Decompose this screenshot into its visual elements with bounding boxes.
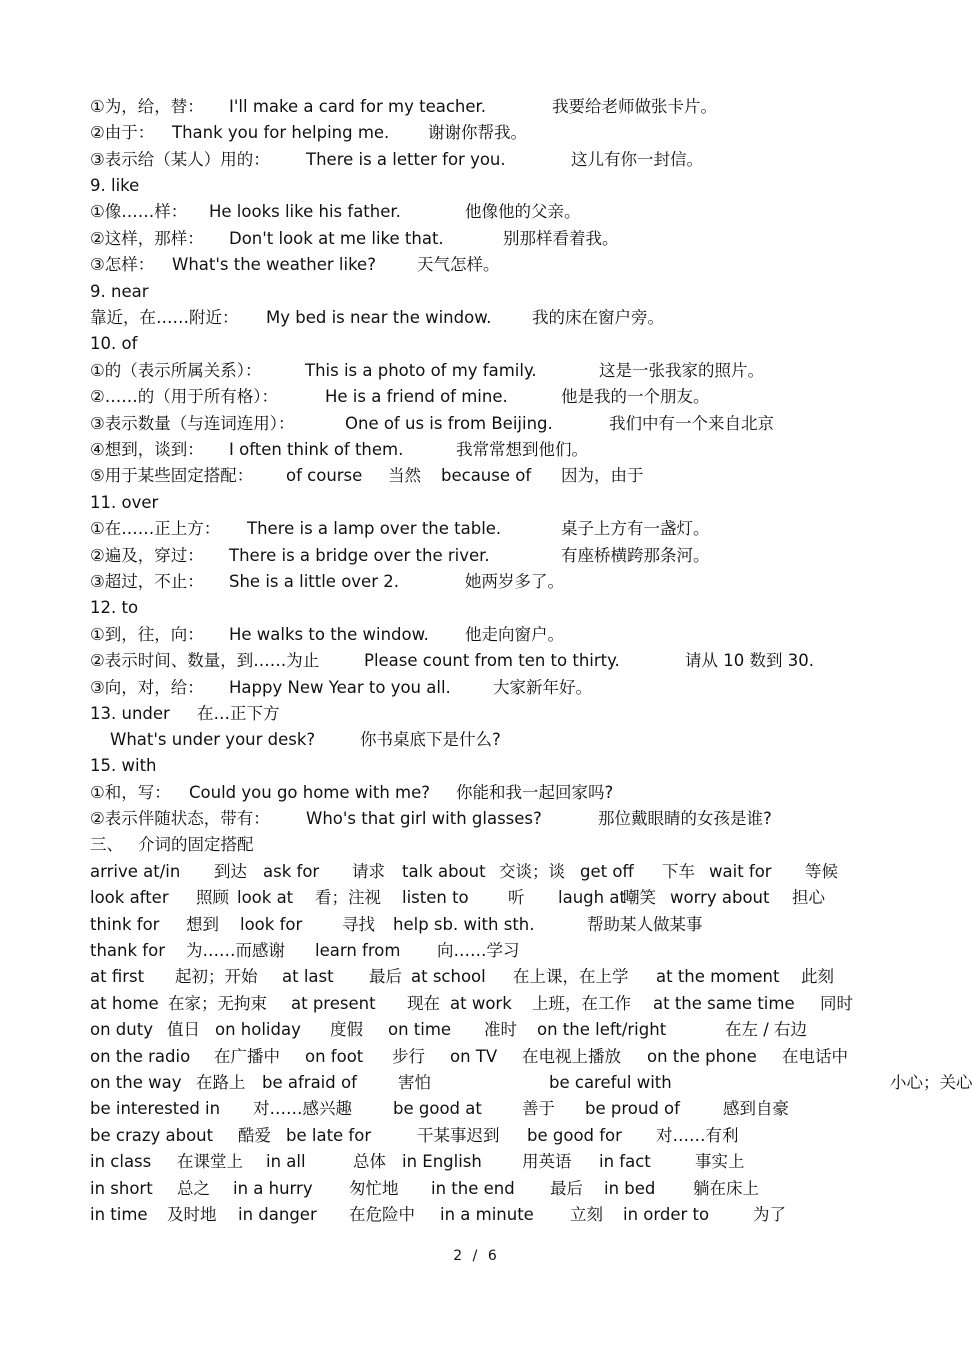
line-segment: 帮助某人做某事 — [587, 915, 703, 934]
line-segment: 因为，由于 — [561, 466, 644, 485]
line-segment: 我们中有一个来自北京 — [609, 414, 774, 433]
line-segment: 请从 10 数到 30. — [685, 651, 814, 670]
line-segment: ②表示时间、数量，到……为止 — [90, 651, 320, 670]
line-segment: 酷爱 — [238, 1126, 271, 1145]
line-segment: 你书桌底下是什么? — [360, 730, 501, 749]
line-segment: 当然 — [388, 466, 421, 485]
line-segment: 9. near — [90, 282, 149, 301]
line-segment: 我要给老师做张卡片。 — [552, 97, 717, 116]
line-segment: ④想到，谈到： — [90, 440, 204, 459]
line-segment: in fact — [599, 1152, 651, 1171]
line-segment: ③超过，不止： — [90, 572, 204, 591]
line-segment: of course — [286, 466, 363, 485]
line-segment: 总之 — [177, 1179, 210, 1198]
line-segment: at last — [282, 967, 334, 986]
line-segment: 交谈；谈 — [499, 862, 565, 881]
line-segment: 匆忙地 — [349, 1179, 399, 1198]
line-segment: He walks to the window. — [229, 625, 429, 644]
line-segment: 对……有利 — [656, 1126, 739, 1145]
line-segment: 15. with — [90, 756, 157, 775]
line-segment: One of us is from Beijing. — [345, 414, 553, 433]
line-segment: 在路上 — [196, 1073, 246, 1092]
line-segment: 现在 — [407, 994, 440, 1013]
line-segment: 这儿有你一封信。 — [571, 150, 703, 169]
line-segment: 他走向窗户。 — [465, 625, 564, 644]
line-segment: at school — [411, 967, 486, 986]
line-segment: at present — [291, 994, 376, 1013]
line-segment: 度假 — [330, 1020, 363, 1039]
line-segment: in short — [90, 1179, 153, 1198]
line-segment: I often think of them. — [229, 440, 404, 459]
line-segment: ask for — [263, 862, 320, 881]
line-segment: be late for — [286, 1126, 372, 1145]
line-segment: 13. under — [90, 704, 170, 723]
line-segment: 感到自豪 — [723, 1099, 789, 1118]
line-segment: ②由于： — [90, 123, 155, 142]
page-current: 2 — [453, 1248, 463, 1264]
line-segment: on the phone — [647, 1047, 757, 1066]
line-segment: ③怎样： — [90, 255, 155, 274]
line-segment: Thank you for helping me. — [172, 123, 390, 142]
line-segment: 介词的固定搭配 — [138, 835, 254, 854]
line-segment: ⑤用于某些固定搭配： — [90, 466, 254, 485]
line-segment: 看；注视 — [315, 888, 381, 907]
line-segment: on foot — [305, 1047, 364, 1066]
line-segment: 及时地 — [167, 1205, 217, 1224]
line-segment: be good for — [527, 1126, 622, 1145]
line-segment: in bed — [604, 1179, 656, 1198]
line-segment: look at — [237, 888, 294, 907]
line-segment: 照顾 — [196, 888, 229, 907]
line-segment: 别那样看着我。 — [503, 229, 619, 248]
line-segment: 9. like — [90, 176, 140, 195]
line-segment: on the left/right — [537, 1020, 667, 1039]
line-segment: 在…正下方 — [197, 704, 280, 723]
line-segment: in time — [90, 1205, 148, 1224]
line-segment: 桌子上方有一盏灯。 — [561, 519, 710, 538]
page-separator: / — [472, 1248, 478, 1264]
line-segment: 小心；关心 — [890, 1073, 973, 1092]
line-segment: worry about — [670, 888, 770, 907]
line-segment: ①在……正上方： — [90, 519, 221, 538]
line-segment: 到达 — [214, 862, 247, 881]
line-segment: in danger — [238, 1205, 317, 1224]
line-segment: 为……而感谢 — [186, 941, 285, 960]
line-segment: 在课堂上 — [177, 1152, 243, 1171]
line-segment: at the moment — [656, 967, 780, 986]
line-segment: 立刻 — [570, 1205, 603, 1224]
line-segment: ①的（表示所属关系）： — [90, 361, 262, 380]
line-segment: on duty — [90, 1020, 153, 1039]
line-segment: be proud of — [585, 1099, 680, 1118]
line-segment: in a minute — [440, 1205, 534, 1224]
line-segment: ①和，写： — [90, 783, 171, 802]
line-segment: look for — [240, 915, 303, 934]
line-segment: 她两岁多了。 — [465, 572, 564, 591]
line-segment: 此刻 — [801, 967, 834, 986]
line-segment: There is a letter for you. — [306, 150, 506, 169]
line-segment: What's the weather like? — [172, 255, 376, 274]
line-segment: in order to — [623, 1205, 710, 1224]
line-segment: 起初；开始 — [175, 967, 258, 986]
line-segment: ②表示伴随状态，带有： — [90, 809, 270, 828]
line-segment: 嘲笑 — [623, 888, 656, 907]
line-segment: Happy New Year to you all. — [229, 678, 451, 697]
line-segment: ①到，往，向： — [90, 625, 204, 644]
line-segment: Who's that girl with glasses? — [306, 809, 542, 828]
line-segment: on time — [388, 1020, 452, 1039]
line-segment: My bed is near the window. — [266, 308, 492, 327]
line-segment: on holiday — [215, 1020, 301, 1039]
line-segment: on the way — [90, 1073, 182, 1092]
line-segment: ②这样，那样： — [90, 229, 204, 248]
line-segment: be interested in — [90, 1099, 221, 1118]
line-segment: 他像他的父亲。 — [465, 202, 581, 221]
line-segment: be afraid of — [262, 1073, 357, 1092]
line-segment: thank for — [90, 941, 165, 960]
line-segment: Could you go home with me? — [189, 783, 431, 802]
line-segment: 谢谢你帮我。 — [428, 123, 527, 142]
line-segment: 请求 — [352, 862, 385, 881]
line-segment: 在电话中 — [782, 1047, 848, 1066]
line-segment: 靠近，在……附近： — [90, 308, 239, 327]
line-segment: 善于 — [522, 1099, 555, 1118]
line-segment: 寻找 — [342, 915, 375, 934]
line-segment: in the end — [431, 1179, 515, 1198]
line-segment: 向……学习 — [437, 941, 520, 960]
line-segment: 在左 / 右边 — [725, 1020, 808, 1039]
line-segment: because of — [441, 466, 532, 485]
line-segment: in class — [90, 1152, 152, 1171]
line-segment: 我常常想到他们。 — [456, 440, 588, 459]
line-segment: 事实上 — [695, 1152, 745, 1171]
line-segment: Please count from ten to thirty. — [364, 651, 620, 670]
line-segment: on TV — [450, 1047, 498, 1066]
line-segment: ①为，给，替： — [90, 97, 204, 116]
line-segment: 他是我的一个朋友。 — [561, 387, 710, 406]
line-segment: ②……的（用于所有格）： — [90, 387, 279, 406]
line-segment: ①像……样： — [90, 202, 188, 221]
line-segment: listen to — [402, 888, 469, 907]
line-segment: 准时 — [484, 1020, 517, 1039]
line-segment: 等候 — [805, 862, 838, 881]
line-segment: 最后 — [550, 1179, 583, 1198]
page-total: 6 — [487, 1248, 497, 1264]
line-segment: 天气怎样。 — [417, 255, 500, 274]
line-segment: be good at — [393, 1099, 482, 1118]
line-segment: be careful with — [549, 1073, 672, 1092]
line-segment: on the radio — [90, 1047, 191, 1066]
line-segment: There is a bridge over the river. — [229, 546, 490, 565]
line-segment: look after — [90, 888, 169, 907]
line-segment: 最后 — [369, 967, 402, 986]
line-segment: 在家；无拘束 — [168, 994, 267, 1013]
line-segment: at work — [450, 994, 512, 1013]
line-segment: 害怕 — [398, 1073, 431, 1092]
line-segment: 有座桥横跨那条河。 — [561, 546, 710, 565]
line-segment: 听 — [508, 888, 525, 907]
line-segment: be crazy about — [90, 1126, 214, 1145]
line-segment: There is a lamp over the table. — [247, 519, 502, 538]
line-segment: talk about — [402, 862, 486, 881]
line-segment: 总体 — [353, 1152, 386, 1171]
line-segment: ③表示数量（与连词连用）： — [90, 414, 295, 433]
line-segment: in all — [266, 1152, 306, 1171]
line-segment: Don't look at me like that. — [229, 229, 444, 248]
line-segment: at home — [90, 994, 159, 1013]
line-segment: She is a little over 2. — [229, 572, 399, 591]
line-segment: 在电视上播放 — [522, 1047, 621, 1066]
line-segment: 10. of — [90, 334, 138, 353]
line-segment: 担心 — [792, 888, 825, 907]
line-segment: 在危险中 — [349, 1205, 415, 1224]
line-segment: 想到 — [186, 915, 219, 934]
line-segment: 12. to — [90, 598, 139, 617]
line-segment: He is a friend of mine. — [325, 387, 508, 406]
line-segment: 这是一张我家的照片。 — [599, 361, 764, 380]
line-segment: at first — [90, 967, 145, 986]
line-segment: help sb. with sth. — [393, 915, 535, 934]
line-segment: 干某事迟到 — [417, 1126, 500, 1145]
line-segment: 同时 — [820, 994, 853, 1013]
line-segment: 我的床在窗户旁。 — [532, 308, 664, 327]
line-segment: 为了 — [753, 1205, 786, 1224]
line-segment: 11. over — [90, 493, 159, 512]
line-segment: 用英语 — [522, 1152, 572, 1171]
line-segment: I'll make a card for my teacher. — [229, 97, 487, 116]
line-segment: 那位戴眼睛的女孩是谁? — [598, 809, 772, 828]
line-segment: ②遍及，穿过： — [90, 546, 204, 565]
line-segment: 大家新年好。 — [493, 678, 592, 697]
line-segment: This is a photo of my family. — [305, 361, 537, 380]
line-segment: 躺在床上 — [693, 1179, 759, 1198]
line-segment: ③表示给（某人）用的： — [90, 150, 270, 169]
line-segment: 在上课，在上学 — [513, 967, 629, 986]
line-segment: think for — [90, 915, 160, 934]
line-segment: 值日 — [167, 1020, 200, 1039]
line-segment: 对……感兴趣 — [253, 1099, 352, 1118]
line-segment: arrive at/in — [90, 862, 181, 881]
line-segment: get off — [580, 862, 634, 881]
line-segment: 步行 — [392, 1047, 425, 1066]
line-segment: 你能和我一起回家吗? — [456, 783, 614, 802]
line-segment: at the same time — [653, 994, 795, 1013]
line-segment: ③向，对，给： — [90, 678, 204, 697]
line-segment: What's under your desk? — [110, 730, 316, 749]
line-segment: 下车 — [662, 862, 695, 881]
line-segment: laugh at — [558, 888, 626, 907]
line-segment: 在广播中 — [214, 1047, 280, 1066]
line-segment: He looks like his father. — [209, 202, 401, 221]
line-segment: 上班，在工作 — [532, 994, 631, 1013]
line-segment: in a hurry — [233, 1179, 313, 1198]
line-segment: 三、 — [90, 835, 123, 854]
line-segment: in English — [402, 1152, 482, 1171]
line-segment: wait for — [709, 862, 772, 881]
page-number — [0, 1248, 950, 1264]
line-segment: learn from — [315, 941, 401, 960]
